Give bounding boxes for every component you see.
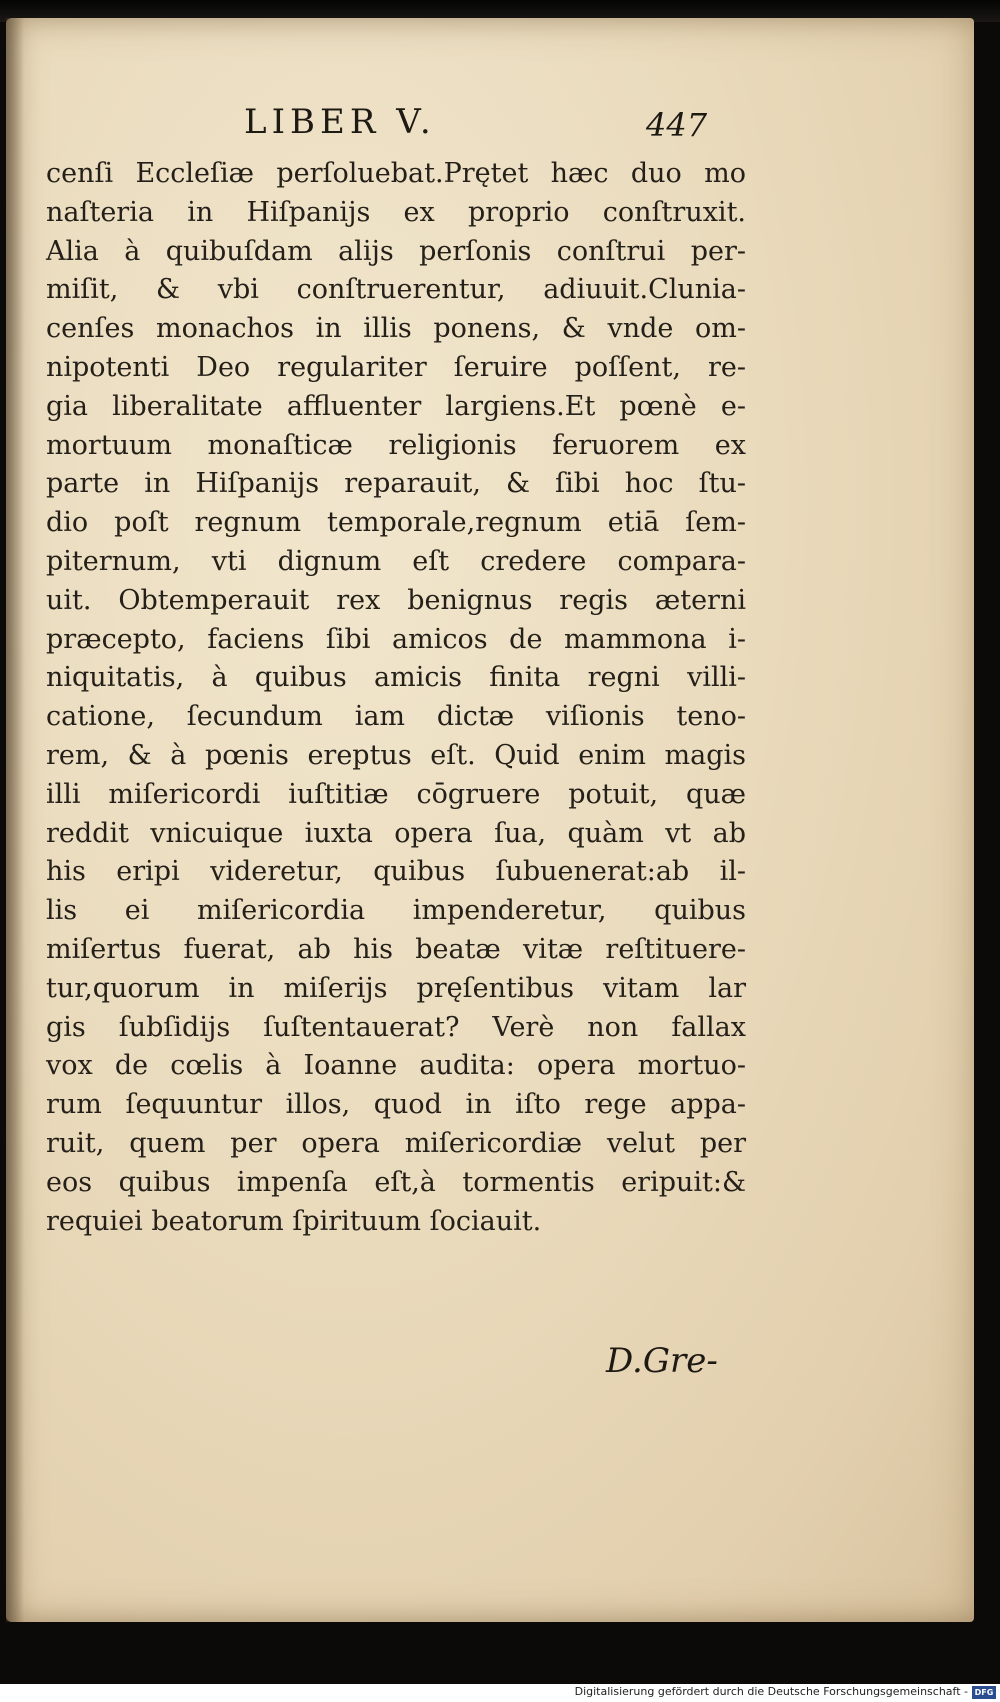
digitization-footer (0, 1684, 1000, 1702)
text-line: parte in Hiſpanijs reparauit, & ſibi hoc ſtu- (46, 468, 746, 500)
running-title: LIBER V. (244, 102, 436, 142)
text-line: his eripi videretur, quibus ſubuenerat:ab il- (46, 856, 746, 888)
text-line: cenſes monachos in illis ponens, & vnde om- (46, 313, 746, 345)
text-line: cenſi Eccleſiæ perſoluebat.Prętet hæc duo mo (46, 158, 746, 189)
text-line: dio poſt regnum temporale,regnum etiā ſem- (46, 507, 746, 539)
funding-credit: Digitalisierung gefördert durch die Deutsche Forschungsgemeinschaft - (574, 1685, 968, 1698)
text-line: miſertus fuerat, ab his beatæ vitæ reſtituere- (46, 933, 746, 965)
body-text (46, 155, 746, 1241)
text-line: gis ſubſidijs ſuſtentauerat? Verè non fallax (46, 1011, 746, 1043)
text-line: rem, & à pœnis ereptus eſt. Quid enim magis (46, 739, 746, 771)
text-line: lis ei miſericordia impenderetur, quibus (46, 895, 746, 927)
text-line: catione, ſecundum iam dictæ viſionis teno- (46, 701, 746, 733)
text-line: uit. Obtemperauit rex benignus regis æterni (46, 584, 746, 616)
text-line: nipotenti Deo regulariter ſeruire poſſent, re- (46, 351, 746, 383)
text-line: rum ſequuntur illos, quod in iſto rege appa- (46, 1089, 746, 1121)
page-header (6, 102, 974, 152)
text-line: illi miſericordi iuſtitiæ cōgruere potuit, quæ (46, 778, 746, 810)
text-line: ruit, quem per opera miſericordiæ velut per (46, 1127, 746, 1159)
text-line: requiei beatorum ſpirituum ſociauit. (46, 1205, 542, 1237)
text-line: mortuum monaſticæ religionis feruorem ex (46, 429, 746, 461)
text-line: gia liberalitate affluenter largiens.Et pœnè e- (46, 390, 746, 422)
text-line: Alia à quibuſdam alijs perſonis conſtrui per- (46, 235, 746, 267)
text-line: piternum, vti dignum eſt credere compara- (46, 545, 746, 577)
text-line: reddit vnicuique iuxta opera ſua, quàm vt ab (46, 817, 746, 849)
text-line: naſteria in Hiſpanijs ex proprio conſtruxit. (46, 196, 746, 228)
text-line: vox de cœlis à Ioanne audita: opera mortuo- (46, 1050, 746, 1082)
text-line: præcepto, faciens ſibi amicos de mammona i- (46, 623, 746, 655)
book-page (6, 18, 974, 1622)
page-gutter-shadow (6, 18, 24, 1622)
text-line: miſit, & vbi conſtruerentur, adiuuit.Clunia- (46, 274, 746, 306)
catchword: D.Gre- (606, 1341, 718, 1381)
dfg-logo: DFG (972, 1686, 996, 1699)
page-number: 447 (646, 106, 708, 144)
text-line: tur,quorum in miſerijs pręſentibus vitam lar (46, 972, 746, 1004)
text-line: niquitatis, à quibus amicis finita regni villi- (46, 662, 746, 694)
text-line: eos quibus impenſa eſt,à tormentis eripuit:& (46, 1166, 746, 1198)
